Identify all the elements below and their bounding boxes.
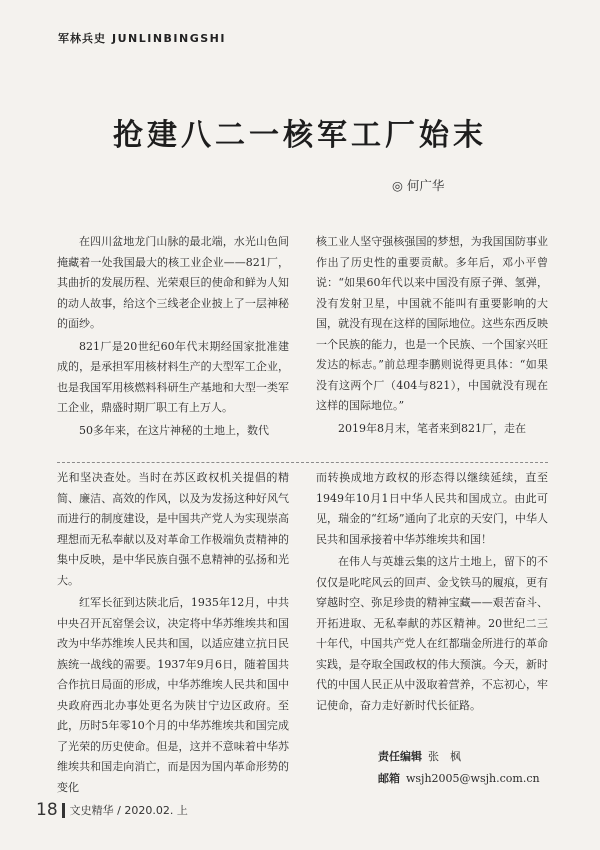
paragraph: 在伟人与英雄云集的这片土地上，留下的不仅仅是叱咤风云的回声、金戈铁马的履痕，更有穿越时空、弥足珍贵的精神宝藏——艰苦奋斗、开拓进取、无私奉献的苏区精神。20世纪二三十年代，中国共产党人在红都瑞金所进行的革命实践，是夺取全国政权的伟大预演。今天，新时代的中国人民正从中汲取着营养，不忘初心，牢记使命，奋力走好新时代长征路。 [316,555,548,712]
editor-label: 责任编辑 [378,750,422,763]
editor-name: 张 枫 [428,750,461,763]
author-mark-icon: ◎ [392,178,403,193]
paragraph: 核工业人坚守强核强国的梦想，为我国国防事业作出了历史性的重要贡献。多年后，邓小平曾说：“如果60年代以来中国没有原子弹、氢弹，没有发射卫星，中国就不能叫有重要影响的大国，就没有现在这样的国际地位。这些东西反映一个民族的能力，也是一个民族、一个国家兴旺发达的标志。”前总理李鹏则说得更具体：“如果没有这两个厂（404与821），中国就没有现在这样的国际地位。” [316,235,548,412]
author-line [392,176,444,194]
footer-bar [62,803,65,818]
author-name: 何广华 [406,178,445,193]
column-top-right [316,232,548,441]
editor-email[interactable]: wsjh2005@wsjh.com.cn [406,772,540,785]
paragraph: 821厂是20世纪60年代末期经国家批准建成的，是承担军用核材料生产的大型军工企业，也是我国军用核燃料科研生产基地和大型一类军工企业，鼎盛时期厂职工有上万人。 [57,339,289,414]
page-footer [36,800,188,820]
paragraph: 光和坚决查处。当时在苏区政权机关提倡的精简、廉洁、高效的作风，以及为发扬这种好风气而进行的制度建设，是中国共产党人为实现崇高理想而无私奉献以及对革命工作极端负责精神的集中反映，是中华民族自强不息精神的弘扬和光大。 [57,471,289,587]
column-bottom-right [316,468,548,718]
paragraph: 50多年来，在这片神秘的土地上，数代 [79,423,269,437]
magazine-issue: 文史精华 / 2020.02. 上 [69,804,188,817]
paragraph: 2019年8月末，笔者来到821厂，走在 [338,421,526,435]
column-bottom-left [57,468,289,800]
column-top-left [57,232,289,443]
paragraph: 而转换成地方政权的形态得以继续延续，直至1949年10月1日中华人民共和国成立。由此可见，瑞金的“红场”通向了北京的天安门，中华人民共和国承接着中华苏维埃共和国！ [316,471,548,546]
email-label: 邮箱 [378,772,400,785]
column-label-cn: 军林兵史 [58,32,106,45]
section-divider [57,462,548,463]
column-label-en: JUNLINBINGSHI [112,32,226,45]
editor-info [378,746,540,790]
column-label [58,30,226,46]
article-title: 抢建八二一核军工厂始末 [113,118,487,153]
page-number: 18 [36,800,58,820]
paragraph: 红军长征到达陕北后，1935年12月，中共中央召开瓦窑堡会议，决定将中华苏维埃共和国改为中华苏维埃人民共和国，以适应建立抗日民族统一战线的需要。1937年9月6日，随着国共合作抗日局面的形成，中华苏维埃人民共和国中央政府西北办事处更名为陕甘宁边区政府。至此，历时5年零10个月的中华苏维埃共和国完成了光荣的历史使命。但是，这并不意味着中华苏维埃共和国走向消亡，而是因为国内革命形势的变化 [57,596,289,794]
paragraph: 在四川盆地龙门山脉的最北端，水光山色间掩藏着一处我国最大的核工业企业——821厂，其曲折的发展历程、光荣艰巨的使命和鲜为人知的动人故事，给这个三线老企业披上了一层神秘的面纱。 [57,235,289,330]
